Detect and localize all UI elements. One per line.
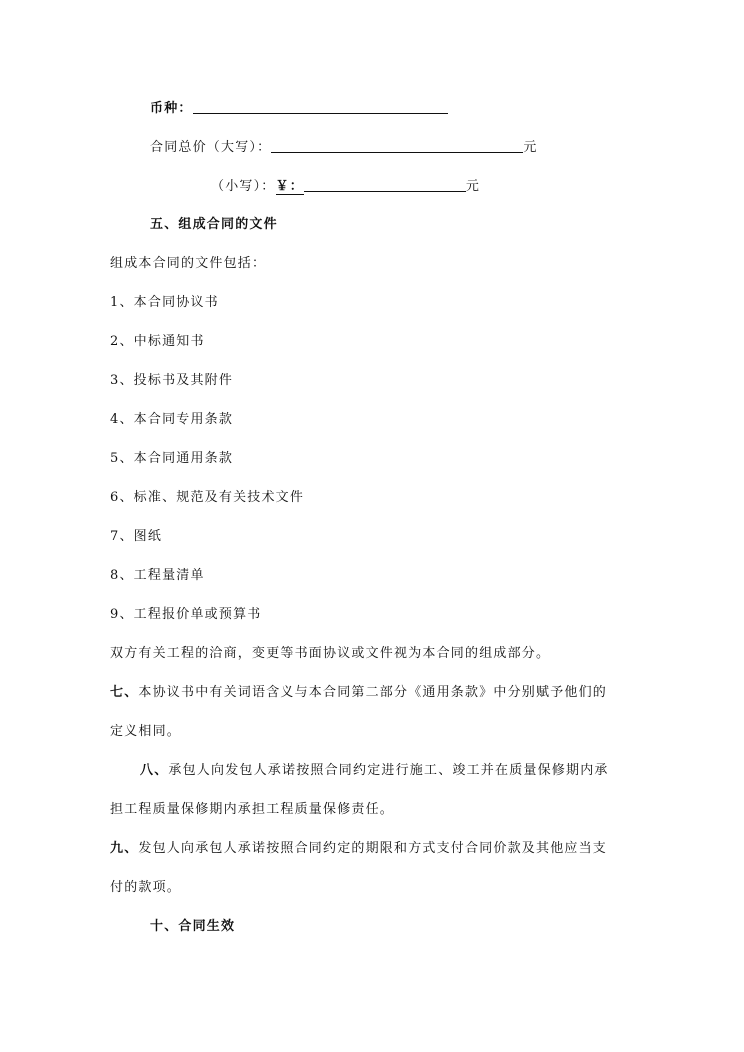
section7-line2: 定义相同。 xyxy=(110,724,182,739)
section5-intro: 组成本合同的文件包括： xyxy=(110,256,267,271)
currency-blank[interactable] xyxy=(193,99,448,114)
currency-label: 币种： xyxy=(150,101,193,116)
section9-text: 发包人向承包人承诺按照合同约定的期限和方式支付合同价款及其他应当支 xyxy=(138,841,608,856)
doc-item-3: 3、投标书及其附件 xyxy=(110,373,234,388)
negotiation-note: 双方有关工程的洽商，变更等书面协议或文件视为本合同的组成部分。 xyxy=(110,646,551,661)
section5-heading: 五、组成合同的文件 xyxy=(150,217,278,232)
section8-line2: 担工程质量保修期内承担工程质量保修责任。 xyxy=(110,802,395,817)
total-small-blank[interactable] xyxy=(304,177,466,192)
doc-item-6: 6、标准、规范及有关技术文件 xyxy=(110,490,305,505)
total-big-label: 合同总价（大写）： xyxy=(150,140,272,155)
section7-number: 七、 xyxy=(110,685,139,700)
yuan-symbol: ￥： xyxy=(275,179,304,194)
doc-item-9: 9、工程报价单或预算书 xyxy=(110,607,262,622)
section8-number: 八、 xyxy=(140,763,169,778)
total-small-row xyxy=(211,177,480,196)
section9-line1 xyxy=(110,840,607,858)
total-big-unit: 元 xyxy=(523,140,538,155)
total-big-blank[interactable] xyxy=(271,138,523,153)
section9-number: 九、 xyxy=(110,841,139,856)
total-small-unit: 元 xyxy=(465,179,481,194)
total-big-row xyxy=(150,138,538,157)
doc-item-4: 4、本合同专用条款 xyxy=(110,412,234,427)
doc-item-5: 5、本合同通用条款 xyxy=(110,451,234,466)
currency-row xyxy=(150,99,448,118)
doc-item-2: 2、中标通知书 xyxy=(110,334,205,349)
section7-line1 xyxy=(110,684,607,702)
section8-line1 xyxy=(140,762,609,780)
doc-item-1: 1、本合同协议书 xyxy=(110,295,219,310)
doc-item-7: 7、图纸 xyxy=(110,529,163,544)
total-small-label: （小写）： xyxy=(211,179,276,194)
section7-text: 本协议书中有关词语含义与本合同第二部分《通用条款》中分别赋予他们的 xyxy=(138,685,608,700)
section10-heading: 十、合同生效 xyxy=(150,919,236,934)
section8-text: 承包人向发包人承诺按照合同约定进行施工、竣工并在质量保修期内承 xyxy=(168,763,609,778)
doc-item-8: 8、工程量清单 xyxy=(110,568,205,583)
section9-line2: 付的款项。 xyxy=(110,880,182,895)
